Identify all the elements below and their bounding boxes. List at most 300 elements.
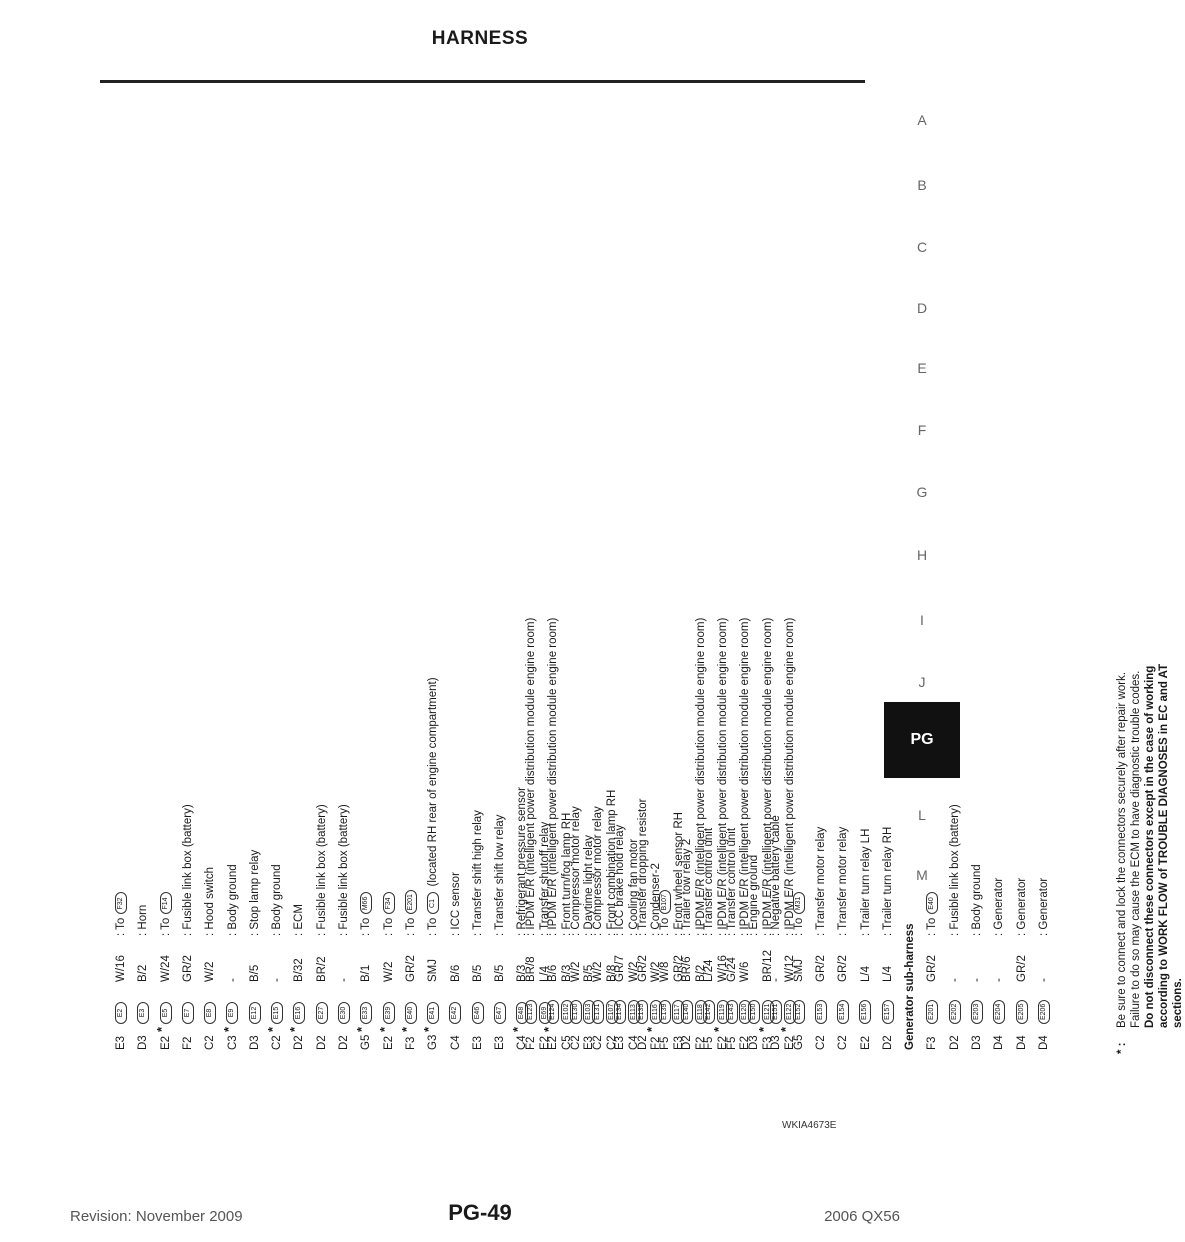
connector-row [988, 878, 1010, 1050]
connector-number [199, 982, 221, 1024]
connector-badge: E48 [516, 1002, 528, 1024]
section-tab-m[interactable]: M [916, 867, 928, 883]
wire-color-pins: - [1037, 978, 1050, 982]
connector-number [743, 982, 765, 1024]
wire-color-pins: GR/2 [814, 955, 827, 982]
grid-location: C2 [814, 1035, 827, 1050]
wire-color-pins: B/8 [605, 964, 618, 982]
connector-badge: E27 [316, 1002, 328, 1024]
section-tab-a[interactable]: A [917, 112, 927, 128]
grid-location: C4 [627, 1035, 640, 1050]
asterisk-mark: * [220, 1026, 236, 1032]
connector-badge: E151 [770, 1000, 782, 1024]
grid-location: D2 [315, 1035, 328, 1050]
connector-number [421, 982, 444, 1032]
connector-badge: E152 [793, 1000, 805, 1024]
connector-description: : Transfer motor relay [837, 826, 850, 936]
connector-description: : Transfer control unit [703, 827, 716, 936]
grid-location: C5 [561, 1035, 573, 1050]
connector-badge: E119 [717, 1000, 729, 1024]
connector-badge: E153 [815, 1000, 827, 1024]
note-bold-line: sections. [1172, 978, 1185, 1028]
wire-color-pins: B/1 [360, 964, 373, 982]
connector-number [467, 982, 489, 1024]
section-tab-j[interactable]: J [918, 674, 926, 690]
connector-description: : Body ground [271, 864, 284, 936]
asterisk-mark: * [644, 1026, 660, 1032]
footer-revision: Revision: November 2009 [70, 1208, 243, 1225]
wire-color-pins: BR/6 [681, 956, 694, 982]
connector-row [1033, 878, 1055, 1050]
connector-number [265, 982, 288, 1032]
grid-location: D2 [636, 1035, 649, 1050]
wire-color-pins: BR/12 [761, 950, 774, 982]
connector-row [422, 677, 444, 1050]
grid-location: F5 [658, 1036, 671, 1050]
connector-badge: E42 [449, 1002, 461, 1024]
grid-location: E3 [614, 1035, 627, 1050]
note-line: Failure to do so may cause the ECM to have diagnostic trouble codes. [1130, 670, 1143, 1028]
wire-color-pins: B/3 [561, 964, 573, 982]
connector-number [832, 982, 854, 1024]
wire-color-pins: GR/7 [614, 955, 627, 982]
connector-number [244, 982, 266, 1024]
connector-badge: E8 [204, 1002, 216, 1024]
grid-location: E3 [494, 1035, 507, 1050]
connector-description: : Negative battery cable [770, 815, 783, 936]
connector-number [1033, 982, 1055, 1024]
grid-location: E3 [672, 1035, 685, 1050]
wire-color-pins: - [948, 978, 961, 982]
section-tab-i[interactable]: I [920, 612, 924, 628]
connector-number [287, 982, 310, 1032]
grid-location: F2 [181, 1036, 194, 1050]
wire-color-pins: GR/2 [636, 955, 649, 982]
wire-color-pins: W/12 [784, 955, 796, 982]
connector-row [467, 810, 489, 1050]
connector-description: : Transfer shift high relay [471, 810, 484, 936]
header-rule [100, 80, 865, 83]
connector-badge: E143 [726, 1000, 738, 1024]
connector-badge: E5 [160, 1002, 172, 1024]
grid-location: D4 [1015, 1035, 1028, 1050]
connector-description: : Horn [137, 904, 150, 936]
connector-description: : To F32 [110, 892, 132, 936]
connector-badge: E12 [249, 1002, 261, 1024]
asterisk-mark: * [510, 1026, 526, 1032]
wire-color-pins: B/5 [248, 964, 261, 982]
connector-number [654, 982, 676, 1024]
connector-description: : IPDM E/R (intelligent power distribution module engine room) [525, 617, 537, 936]
connector-row [609, 825, 631, 1050]
caution-note [1115, 663, 1185, 1054]
connector-row [810, 827, 832, 1050]
connector-description: : Fusible link box (battery) [181, 804, 194, 936]
connector-description: : IPDM E/R (intelligent power distribution module engine room) [717, 617, 730, 936]
grid-location: C2 [569, 1035, 582, 1050]
grid-location: D2 [681, 1035, 694, 1050]
footer-model: 2006 QX56 [824, 1208, 900, 1225]
asterisk-mark: * [153, 1026, 169, 1032]
grid-location: G3 [427, 1034, 440, 1050]
connector-row [721, 828, 743, 1050]
connector-badge: E135 [636, 1000, 648, 1024]
wire-color-pins: GR/2 [672, 955, 685, 982]
connector-badge: E203 [971, 1000, 983, 1024]
connector-description: : Transfer dropping resistor [636, 798, 649, 936]
grid-location: F5 [725, 1036, 738, 1050]
connector-number [177, 982, 199, 1024]
connector-description: : Body ground [971, 864, 983, 936]
grid-location: D2 [293, 1035, 306, 1050]
connector-description: : Refrigerant pressure sensor [516, 787, 529, 936]
connector-row [333, 804, 355, 1050]
wire-color-pins: B/5 [494, 964, 507, 982]
grid-location: F3 [926, 1036, 939, 1050]
connector-badge: E205 [1016, 1000, 1028, 1024]
wire-color-pins: L/4 [538, 966, 551, 982]
wire-color-pins: W/16 [717, 955, 730, 982]
connector-number [153, 982, 177, 1032]
connector-badge: E206 [1038, 1000, 1050, 1024]
connector-description: : To E40 [921, 892, 943, 936]
wire-color-pins: B/5 [471, 964, 484, 982]
connector-number [609, 982, 631, 1024]
connector-description: : Fusible link box (battery) [948, 804, 961, 936]
wire-color-pins: - [770, 978, 783, 982]
section-tab-g[interactable]: G [916, 484, 928, 500]
connector-number [354, 982, 377, 1032]
connector-badge: E47 [494, 1002, 506, 1024]
grid-location: E2 [538, 1035, 551, 1050]
connector-badge: E142 [703, 1000, 715, 1024]
connector-number [587, 982, 609, 1024]
note-bold-line: according to WORK FLOW of TROUBLE DIAGNOSES in EC and AT [1158, 663, 1171, 1028]
grid-location: E2 [547, 1035, 560, 1050]
wire-color-pins: L/4 [881, 966, 894, 982]
asterisk-mark: * [541, 1026, 557, 1032]
connector-row [877, 827, 899, 1050]
grid-location: C3 [226, 1035, 239, 1050]
connector-number [988, 982, 1010, 1024]
section-tab-pg[interactable]: PG [884, 702, 960, 778]
connector-badge: E2 [115, 1002, 127, 1024]
grid-location: C2 [605, 1035, 618, 1050]
wire-color-pins: W/16 [115, 955, 127, 982]
connector-number [565, 982, 587, 1024]
wire-color-pins: B/3 [516, 964, 529, 982]
asterisk-mark: * [755, 1026, 771, 1032]
wire-color-pins: B/5 [583, 964, 596, 982]
wire-color-pins: W/2 [650, 961, 663, 982]
grid-location: D2 [338, 1035, 350, 1050]
connector-description: : Body ground [226, 864, 239, 936]
grid-location: E2 [717, 1035, 730, 1050]
connector-description: : To E201 [400, 890, 422, 936]
wire-color-pins: B/6 [449, 964, 462, 982]
wire-color-pins: W/2 [382, 961, 395, 982]
connector-badge: E140 [681, 1000, 693, 1024]
connector-row [445, 872, 467, 1050]
section-tab-h[interactable]: H [916, 547, 928, 563]
connector-badge: E156 [859, 1000, 871, 1024]
grid-location: E2 [784, 1035, 796, 1050]
page-title: HARNESS [431, 28, 529, 49]
section-tab-e[interactable]: E [917, 360, 927, 376]
wire-color-pins: B/2 [137, 964, 150, 982]
connector-description: : To M31 [788, 892, 810, 936]
connector-row [587, 806, 609, 1050]
connector-badge: E118 [695, 1000, 707, 1024]
connector-description: : Transfer control unit [725, 827, 738, 936]
connector-row [177, 804, 199, 1050]
connector-number [132, 982, 154, 1024]
wire-color-pins: B/6 [547, 964, 560, 982]
destination-connector-badge: E201 [405, 890, 417, 914]
connector-badge: E46 [472, 1002, 484, 1024]
connector-badge: E33 [360, 1002, 372, 1024]
connector-badge: E3 [137, 1002, 149, 1024]
connector-row [110, 892, 132, 1050]
wire-color-pins: G/24 [725, 957, 738, 982]
connector-description: : Trailer turn relay LH [859, 828, 872, 936]
connector-description: : Transfer shift low relay [494, 814, 507, 936]
note-marker: * : [1116, 1042, 1129, 1054]
connector-row [944, 804, 966, 1050]
connector-description: : Trailer turn relay RH [881, 826, 894, 936]
wire-color-pins: - [971, 978, 983, 982]
destination-connector-badge: E40 [926, 892, 938, 914]
connector-badge: E204 [993, 1000, 1005, 1024]
connector-number [541, 982, 564, 1032]
connector-row [966, 864, 988, 1050]
footer-page-number: PG-49 [448, 1200, 512, 1225]
connector-description: : Fusible link box (battery) [315, 804, 328, 936]
connector-description: : Trailer tow relay 2 [681, 838, 694, 936]
connector-row [921, 892, 943, 1050]
section-tab-b[interactable]: B [917, 177, 927, 193]
grid-location: C4 [449, 1035, 462, 1050]
connector-row [832, 827, 854, 1050]
wire-color-pins: GR/2 [404, 955, 417, 982]
grid-location: D3 [971, 1035, 983, 1050]
connector-description: : ECM [293, 904, 306, 936]
connector-number [333, 982, 355, 1024]
section-tab-l[interactable]: L [918, 807, 926, 823]
connector-badge: E15 [271, 1002, 283, 1024]
connector-badge: E201 [926, 1000, 938, 1024]
connector-badge: E7 [182, 1002, 194, 1024]
connector-row [743, 855, 765, 1050]
connector-number [676, 982, 698, 1024]
grid-location: D3 [748, 1035, 760, 1050]
grid-location: G5 [360, 1034, 373, 1050]
connector-row [698, 828, 720, 1050]
wire-color-pins: GR/2 [926, 955, 939, 982]
connector-description: : Transfer shutoff relay [538, 821, 551, 936]
connector-badge: E30 [338, 1002, 350, 1024]
connector-badge: E134 [614, 1000, 626, 1024]
wire-color-pins: - [338, 978, 350, 982]
grid-location: E3 [583, 1035, 596, 1050]
connector-badge: E157 [882, 1000, 894, 1024]
grid-location: F2 [694, 1036, 707, 1050]
asterisk-mark: * [376, 1026, 392, 1032]
wire-color-pins: B/32 [293, 958, 306, 982]
wire-color-pins: GR/2 [1015, 955, 1028, 982]
connector-description: : Daytime light relay [583, 835, 596, 936]
wire-color-pins: - [271, 978, 284, 982]
connector-badge: E103 [583, 1000, 595, 1024]
connector-number [632, 982, 654, 1024]
connector-number [966, 982, 988, 1024]
grid-location: F3 [404, 1036, 417, 1050]
connector-number [489, 982, 511, 1024]
subharness-title: Generator sub-harness [904, 923, 917, 1050]
grid-location: C2 [271, 1035, 284, 1050]
connector-number [877, 982, 899, 1024]
connector-row [199, 867, 221, 1050]
grid-location: C2 [591, 1035, 604, 1050]
connector-row [288, 904, 310, 1050]
connector-description: : IPDM E/R (intelligent power distribution module engine room) [739, 617, 752, 936]
destination-connector-badge: M31 [793, 892, 805, 914]
connector-badge: E150 [748, 1000, 760, 1024]
grid-location: D4 [1037, 1035, 1050, 1050]
connector-description: : IPDM E/R (intelligent power distribution module engine room) [784, 617, 796, 936]
connector-row [542, 618, 564, 1050]
connector-description: : Generator [1015, 877, 1028, 936]
connector-description: : IPDM E/R (intelligent power distribution module engine room) [547, 617, 560, 936]
connector-badge: E202 [949, 1000, 961, 1024]
section-tab-d[interactable]: D [916, 300, 928, 316]
connector-description: : Stop lamp relay [248, 849, 261, 936]
asterisk-mark: * [354, 1026, 370, 1032]
section-tab-f[interactable]: F [917, 422, 927, 438]
connector-description: : ICC brake hold relay [614, 824, 627, 936]
asterisk-mark: * [287, 1026, 303, 1032]
connector-badge: E139 [659, 1000, 671, 1024]
wire-color-pins: W/8 [658, 961, 671, 982]
wire-color-pins: W/6 [739, 961, 752, 982]
grid-location: D4 [993, 1035, 1006, 1050]
connector-badge: E130 [570, 1000, 582, 1024]
wire-color-pins: - [993, 978, 1006, 982]
wire-color-pins: W/2 [591, 961, 604, 982]
grid-location: C2 [204, 1035, 217, 1050]
grid-location: E3 [471, 1035, 484, 1050]
wire-color-pins: W/2 [204, 961, 217, 982]
wire-color-pins: W/24 [159, 955, 172, 982]
destination-connector-badge: F14 [160, 892, 172, 914]
grid-location: C4 [516, 1035, 529, 1050]
asterisk-mark: * [398, 1026, 414, 1032]
wire-color-pins: L/4 [859, 966, 872, 982]
asterisk-mark: * [711, 1026, 727, 1032]
connector-badge: E9 [226, 1002, 238, 1024]
connector-row [632, 799, 654, 1050]
connector-description: : To F14 [155, 892, 177, 936]
connector-row [520, 618, 542, 1050]
asterisk-mark: * [421, 1026, 437, 1032]
grid-location: F2 [525, 1036, 537, 1050]
connector-description: : Transfer motor relay [814, 826, 827, 936]
connector-description: : Compressor motor relay [569, 806, 582, 936]
connector-badge: E102 [561, 1000, 573, 1024]
grid-location: E2 [159, 1035, 172, 1050]
connector-description: : Generator [1037, 877, 1050, 936]
section-index [884, 92, 960, 892]
connector-number [765, 982, 787, 1024]
connector-row [654, 890, 676, 1050]
connector-row [788, 892, 810, 1050]
connector-number [376, 982, 400, 1032]
grid-location: D3 [248, 1035, 261, 1050]
connector-description: : To M66 [355, 892, 377, 936]
connector-badge: E69 [539, 1002, 551, 1024]
connector-badge: E107 [606, 1000, 618, 1024]
connector-number [520, 982, 542, 1024]
connector-badge: E117 [672, 1000, 684, 1024]
connector-number [788, 982, 810, 1024]
connector-number [698, 982, 720, 1024]
wire-color-pins: GR/2 [181, 955, 194, 982]
connector-badge: E121 [762, 1000, 774, 1024]
section-tab-c[interactable]: C [916, 239, 928, 255]
grid-location: D3 [770, 1035, 783, 1050]
connector-badge: E40 [405, 1002, 417, 1024]
wire-color-pins: BR/8 [525, 956, 537, 982]
connector-badge: E124 [547, 1000, 559, 1024]
connector-description: : Front turn/fog lamp RH [561, 812, 573, 936]
destination-connector-badge: M66 [360, 892, 372, 914]
connector-badge: E113 [628, 1000, 640, 1024]
destination-connector-badge: F32 [115, 892, 127, 914]
connector-row [855, 829, 877, 1050]
connector-number [1011, 982, 1033, 1024]
connector-row [311, 804, 333, 1050]
connector-number [445, 982, 467, 1024]
grid-location: E3 [115, 1035, 127, 1050]
grid-location: D2 [948, 1035, 961, 1050]
wire-color-pins: W/2 [569, 961, 582, 982]
connector-row [1011, 878, 1033, 1050]
wire-color-pins: L/24 [703, 959, 716, 982]
note-line: Be sure to connect and lock the connectors securely after repair work. [1116, 671, 1129, 1028]
connector-description: : Front wheel sensor RH [672, 812, 685, 936]
grid-location: G5 [792, 1034, 805, 1050]
connector-row [155, 892, 177, 1050]
connector-row [266, 864, 288, 1050]
connector-number [855, 982, 877, 1024]
connector-number [398, 982, 422, 1032]
connector-badge: E116 [650, 1000, 662, 1024]
connector-badge: E122 [784, 1000, 796, 1024]
figure-id: WKIA4673E [782, 1120, 837, 1131]
grid-location: D3 [137, 1035, 150, 1050]
connector-description: : Front combination lamp RH [605, 789, 618, 936]
connector-description: : Condenser-2 [650, 863, 663, 936]
connector-badge: E154 [837, 1000, 849, 1024]
connector-description: : Hood switch [204, 866, 217, 936]
connector-row [244, 850, 266, 1050]
connector-description: : IPDM E/R (intelligent power distribution module engine room) [761, 617, 774, 936]
wire-color-pins: W/2 [627, 961, 640, 982]
connector-description: : Cooling fan motor [627, 838, 640, 936]
grid-location: F3 [761, 1036, 774, 1050]
connector-description: : IPDM E/R (intelligent power distribution module engine room) [694, 617, 707, 936]
grid-location: F2 [650, 1036, 663, 1050]
